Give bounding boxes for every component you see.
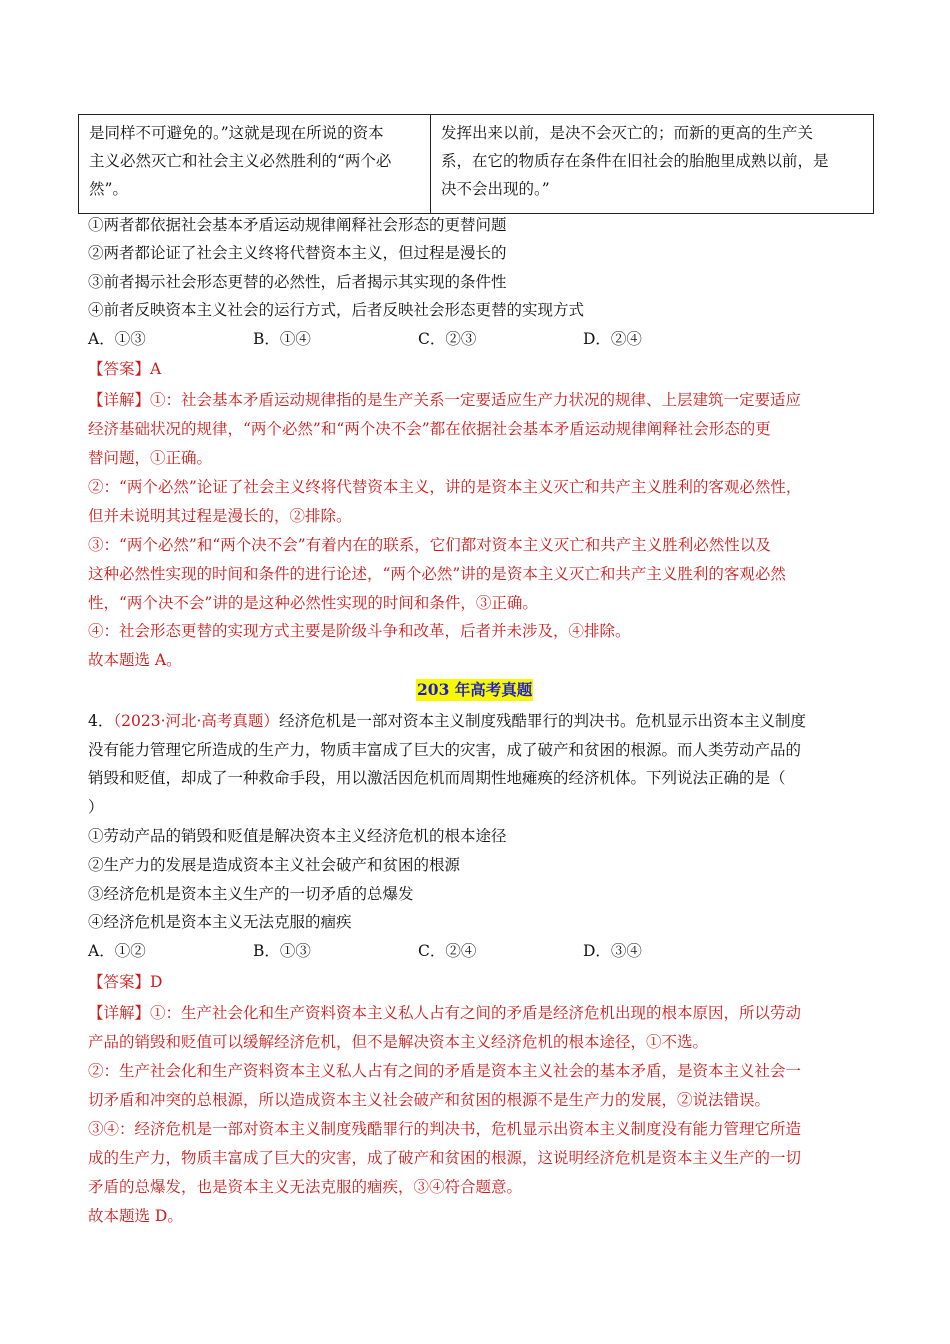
q3-answer: 【答案】A	[88, 360, 162, 378]
q3-statement: ③前者揭示社会形态更替的必然性，后者揭示其实现的条件性	[88, 273, 507, 291]
q4-detail-line: 【详解】①：生产社会化和生产资料资本主义私人占有之间的矛盾是经济危机出现的根本原因，所以劳动	[88, 1004, 802, 1022]
q3-detail-line: 经济基础状况的规律，“两个必然”和“两个决不会”都在依据社会基本矛盾运动规律阐释社会形态的更	[88, 420, 771, 438]
q3-conclusion: 故本题选 A。	[88, 651, 182, 669]
q3-detail-line: 性，“两个决不会”讲的是这种必然性实现的时间和条件，③正确。	[88, 594, 538, 612]
q4-stem-text: 经济危机是一部对资本主义制度残酷罪行的判决书。危机显示出资本主义制度	[278, 712, 806, 730]
q4-answer: 【答案】D	[88, 973, 163, 991]
q4-stem-line: ）	[88, 798, 104, 816]
q3-detail-line: ③：“两个必然”和“两个决不会”有着内在的联系，它们都对资本主义灭亡和共产主义胜利必然性以及	[88, 536, 771, 554]
q3-options	[88, 328, 868, 350]
q4-detail-line: 成的生产力，物质丰富成了巨大的灾害，成了破产和贫困的根源，这说明经济危机是资本主义生产的一切	[88, 1149, 802, 1167]
q3-detail-line: ④：社会形态更替的实现方式主要是阶级斗争和改革，后者并未涉及，④排除。	[88, 622, 631, 640]
q4-conclusion: 故本题选 D。	[88, 1207, 183, 1225]
q3-statement: ④前者反映资本主义社会的运行方式，后者反映社会形态更替的实现方式	[88, 301, 585, 319]
q4-statement: ②生产力的发展是造成资本主义社会破产和贫困的根源	[88, 856, 461, 874]
quote-right-line: 决不会出现的。”	[441, 180, 550, 198]
q4-option-d: D．③④	[583, 942, 642, 960]
quote-left-line: 然”。	[89, 180, 128, 198]
section-title: 203 年高考真题	[417, 680, 533, 699]
quote-table	[78, 114, 874, 214]
q4-detail-line: ③④：经济危机是一部对资本主义制度残酷罪行的判决书，危机显示出资本主义制度没有能力管理它所造	[88, 1120, 802, 1138]
quote-cell-right	[431, 115, 873, 213]
quote-left-line: 是同样不可避免的。”这就是现在所说的资本	[89, 124, 384, 142]
q4-statement: ④经济危机是资本主义无法克服的痼疾	[88, 913, 352, 931]
quote-cell-left	[79, 115, 431, 213]
q4-detail-line: ②：生产社会化和生产资料资本主义私人占有之间的矛盾是资本主义社会的基本矛盾，是资本主义社会一	[88, 1062, 802, 1080]
q4-option-c: C．②④	[418, 942, 477, 960]
q4-statement: ①劳动产品的销毁和贬值是解决资本主义经济危机的根本途径	[88, 827, 507, 845]
q4-detail-line: 产品的销毁和贬值可以缓解经济危机，但不是解决资本主义经济危机的根本途径，①不选。	[88, 1033, 709, 1051]
q3-detail-line: 替问题，①正确。	[88, 449, 213, 467]
q4-option-a: A．①②	[88, 942, 146, 960]
q4-number: 4．	[88, 712, 114, 730]
q3-statement: ②两者都论证了社会主义终将代替资本主义，但过程是漫长的	[88, 244, 507, 262]
q3-statement: ①两者都依据社会基本矛盾运动规律阐释社会形态的更替问题	[88, 216, 507, 234]
q4-stem-line: 没有能力管理它所造成的生产力，物质丰富成了巨大的灾害，成了破产和贫困的根源。而人类劳动产品的	[88, 741, 802, 759]
q3-detail-line: 这种必然性实现的时间和条件的进行论述，“两个必然”讲的是资本主义灭亡和共产主义胜利的客观必然	[88, 565, 786, 583]
q4-stem-first	[88, 710, 806, 732]
quote-right-line: 系，在它的物质存在条件在旧社会的胎胞里成熟以前，是	[441, 152, 829, 170]
q4-options	[88, 940, 868, 962]
q3-option-d: D．②④	[583, 330, 642, 348]
q4-detail-line: 矛盾的总爆发，也是资本主义无法克服的痼疾，③④符合题意。	[88, 1178, 523, 1196]
q3-detail-line: ②：“两个必然”论证了社会主义终将代替资本主义，讲的是资本主义灭亡和共产主义胜利的客观必然性，	[88, 478, 802, 496]
q3-option-b: B．①④	[253, 330, 311, 348]
q4-stem-line: 销毁和贬值，却成了一种救命手段，用以激活因危机而周期性地瘫痪的经济机体。下列说法正确的是（	[88, 769, 786, 787]
q4-source: （2023·河北·高考真题）	[113, 712, 279, 730]
q4-option-b: B．①③	[253, 942, 311, 960]
q3-detail-line: 【详解】①：社会基本矛盾运动规律指的是生产关系一定要适应生产力状况的规律、上层建筑一定要适应	[88, 391, 802, 409]
quote-right-line: 发挥出来以前，是决不会灭亡的；而新的更高的生产关	[441, 124, 814, 142]
q3-option-c: C．②③	[418, 330, 477, 348]
q3-option-a: A．①③	[88, 330, 146, 348]
quote-left-line: 主义必然灭亡和社会主义必然胜利的“两个必	[89, 152, 392, 170]
q4-statement: ③经济危机是资本主义生产的一切矛盾的总爆发	[88, 885, 414, 903]
q3-detail-line: 但并未说明其过程是漫长的，②排除。	[88, 507, 352, 525]
q4-detail-line: 切矛盾和冲突的总根源，所以造成资本主义社会破产和贫困的根源不是生产力的发展，②说法错误。	[88, 1091, 771, 1109]
